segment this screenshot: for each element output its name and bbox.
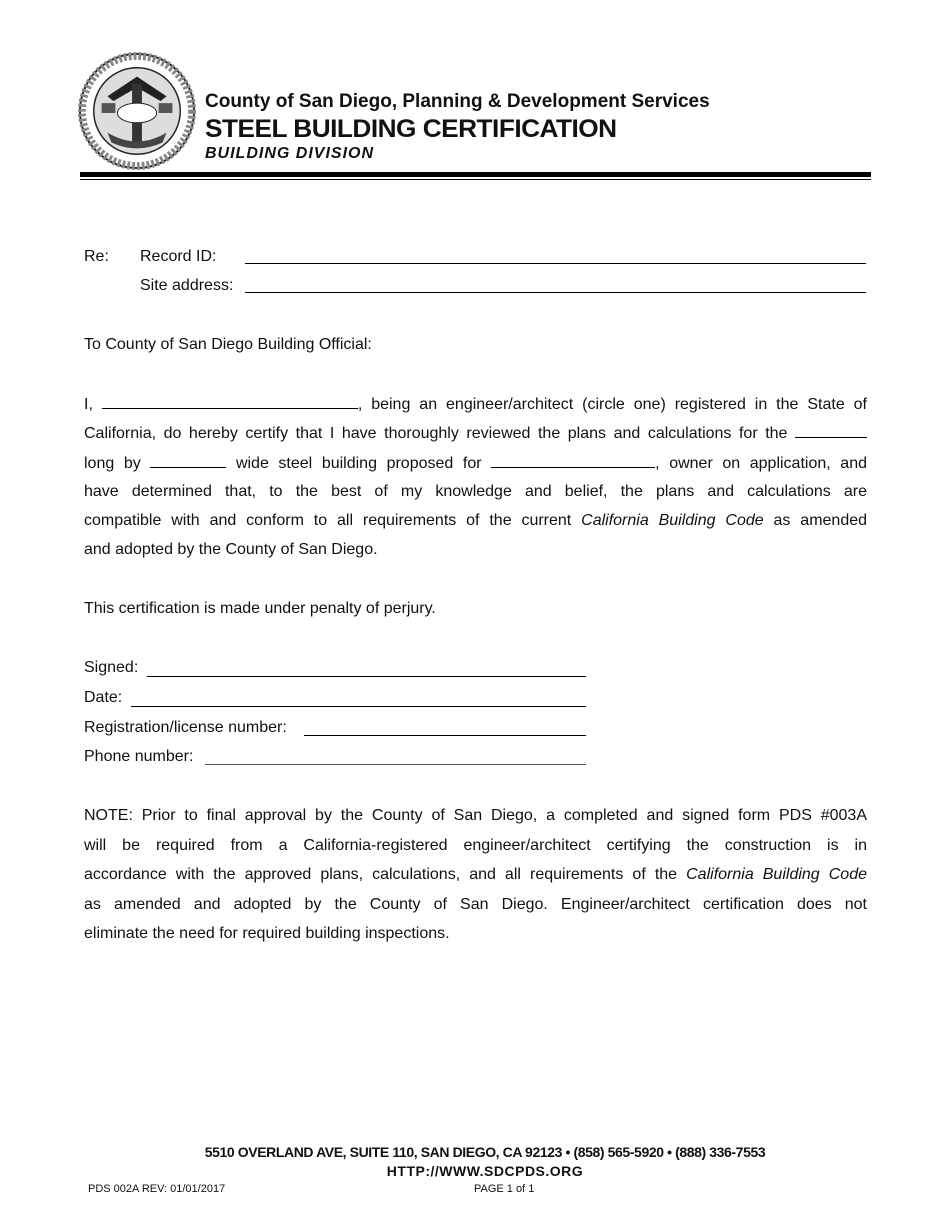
text: California, do hereby certify that I have thoroughly reviewed the plans and calculations for the	[84, 425, 788, 442]
code-name: California Building Code	[686, 866, 867, 883]
engineer-name-field[interactable]	[102, 394, 358, 409]
footer-url[interactable]: HTTP://WWW.SDCPDS.ORG	[386, 1163, 584, 1179]
header-rule-thick	[80, 172, 871, 177]
code-name: California Building Code	[581, 512, 764, 529]
phone-label: Phone number:	[84, 748, 194, 765]
width-field[interactable]	[150, 453, 226, 468]
length-field[interactable]	[795, 423, 867, 438]
text: as amended	[773, 512, 868, 529]
text: long by	[84, 455, 141, 472]
cert-line-3	[84, 453, 867, 474]
page-number: PAGE 1 of 1	[474, 1183, 535, 1195]
owner-field[interactable]	[491, 453, 655, 468]
division-name: BUILDING DIVISION	[205, 145, 375, 162]
date-label: Date:	[84, 689, 123, 706]
text: , being an engineer/architect (circle one) registered in the State of	[357, 396, 867, 413]
text: compatible with and conform to all requirements of the current	[84, 512, 572, 529]
text: I,	[84, 396, 93, 413]
cert-line-5	[84, 511, 867, 531]
date-field[interactable]	[131, 706, 586, 707]
phone-field[interactable]	[205, 764, 586, 765]
salutation: To County of San Diego Building Official:	[84, 336, 372, 353]
perjury-statement: This certification is made under penalty of perjury.	[84, 600, 436, 617]
form-id: PDS 002A REV: 01/01/2017	[88, 1183, 226, 1195]
cert-line-1	[84, 394, 867, 415]
site-address-label: Site address:	[140, 277, 234, 294]
header-rule-thin	[80, 179, 871, 180]
note-line-2: will be required from a California-registered engineer/architect certifying the construction is in	[84, 837, 867, 854]
form-title: STEEL BUILDING CERTIFICATION	[205, 115, 617, 143]
note-line-4: as amended and adopted by the County of San Diego. Engineer/architect certification does not	[84, 896, 867, 913]
registration-field[interactable]	[304, 735, 586, 736]
note-line-5: eliminate the need for required building inspections.	[84, 925, 450, 942]
text: , owner on application, and	[655, 455, 867, 472]
re-label: Re:	[84, 248, 109, 265]
cert-line-4: have determined that, to the best of my knowledge and belief, the plans and calculations are	[84, 483, 867, 500]
text: accordance with the approved plans, calculations, and all requirements of the	[84, 866, 678, 883]
agency-name: County of San Diego, Planning & Development Services	[205, 91, 710, 112]
registration-label: Registration/license number:	[84, 719, 287, 736]
footer-address: 5510 OVERLAND AVE, SUITE 110, SAN DIEGO, CA 92123 • (858) 565-5920 • (888) 336-7553	[204, 1144, 766, 1160]
cert-line-2	[84, 423, 867, 444]
signed-field[interactable]	[147, 676, 586, 677]
record-id-label: Record ID:	[140, 248, 217, 265]
record-id-field[interactable]	[245, 263, 866, 264]
note-line-1: NOTE: Prior to final approval by the County of San Diego, a completed and signed form PDS #003A	[84, 807, 867, 824]
site-address-field[interactable]	[245, 292, 866, 293]
note-line-3	[84, 865, 867, 885]
signed-label: Signed:	[84, 659, 139, 676]
cert-line-6: and adopted by the County of San Diego.	[84, 541, 378, 558]
county-seal-logo	[78, 52, 196, 170]
text: wide steel building proposed for	[235, 455, 482, 472]
